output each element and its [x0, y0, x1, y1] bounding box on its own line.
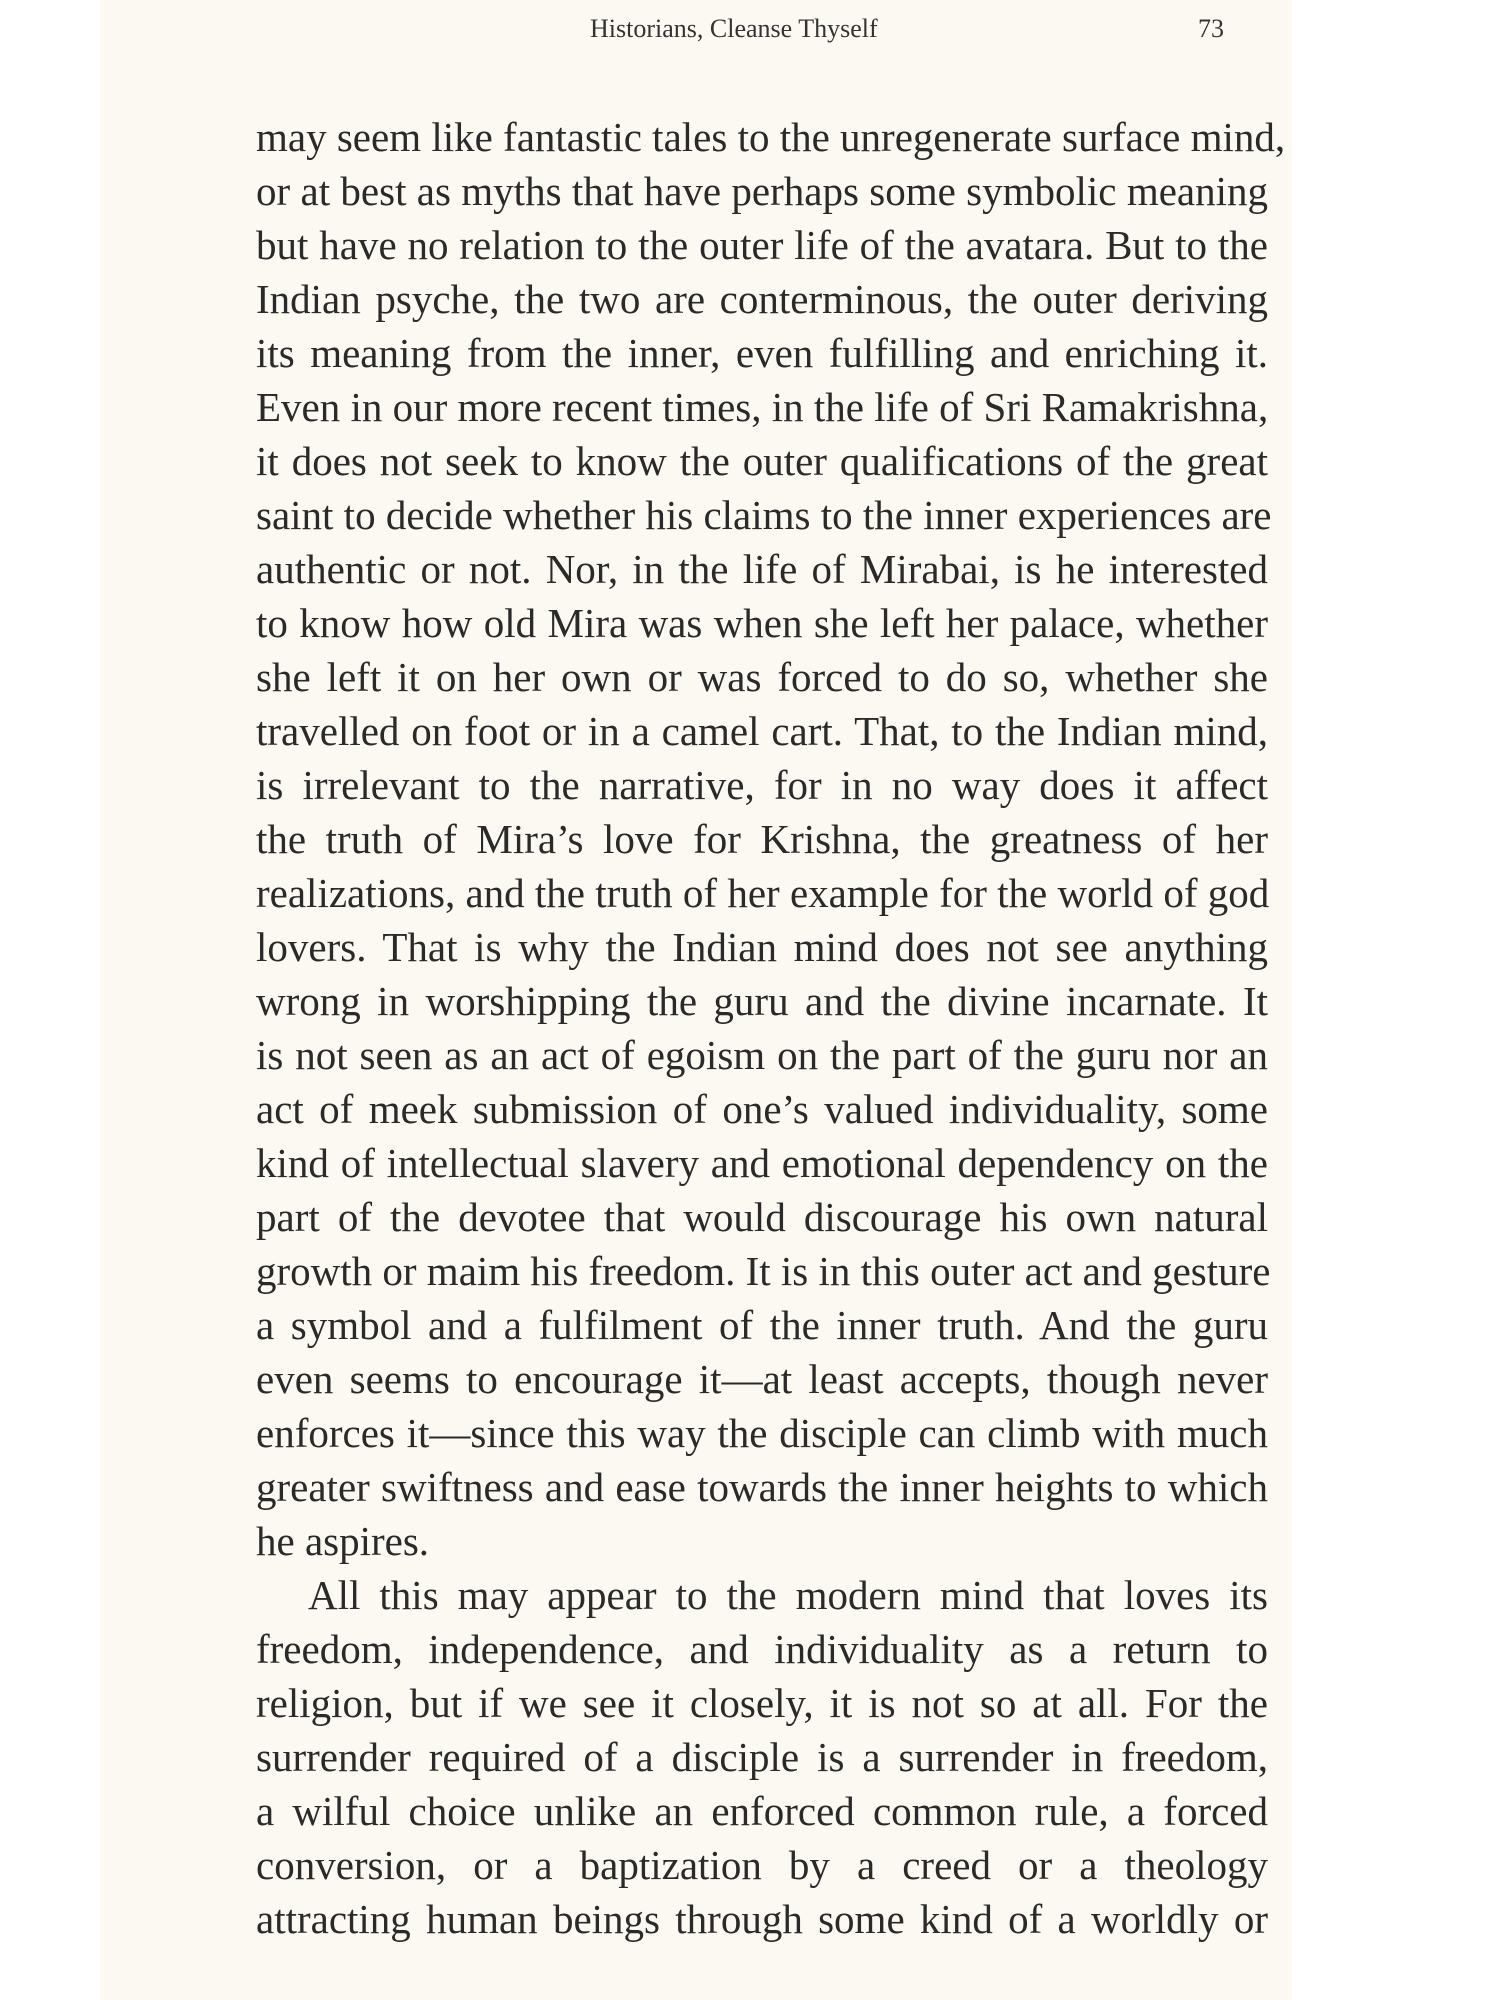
text-line: attracting human beings through some kind of a worldly or — [256, 1896, 1268, 1942]
text-line: he aspires. — [256, 1518, 430, 1564]
paragraph-2 — [256, 1568, 1268, 1946]
text-line: to know how old Mira was when she left her palace, whether — [256, 600, 1268, 646]
text-line: even seems to encourage it—at least accepts, though never — [256, 1356, 1268, 1402]
page-number: 73 — [1198, 14, 1224, 43]
text-line: growth or maim his freedom. It is in this outer act and gesture — [256, 1248, 1271, 1294]
paragraph-1 — [256, 110, 1286, 1568]
text-line: greater swiftness and ease towards the inner heights to which — [256, 1464, 1268, 1510]
text-line: realizations, and the truth of her example for the world of god — [256, 870, 1270, 916]
body-text — [256, 110, 1286, 1946]
text-line: act of meek submission of one’s valued individuality, some — [256, 1086, 1268, 1132]
text-line: kind of intellectual slavery and emotional dependency on the — [256, 1140, 1268, 1186]
text-line: is not seen as an act of egoism on the part of the guru nor an — [256, 1032, 1268, 1078]
text-line: but have no relation to the outer life of the avatara. But to the — [256, 222, 1268, 268]
text-line: a symbol and a fulfilment of the inner truth. And the guru — [256, 1302, 1268, 1348]
text-line: saint to decide whether his claims to the inner experiences are — [256, 492, 1272, 538]
text-line: a wilful choice unlike an enforced common rule, a forced — [256, 1788, 1268, 1834]
text-line: freedom, independence, and individuality as a return to — [256, 1626, 1268, 1672]
running-title: Historians, Cleanse Thyself — [590, 14, 878, 43]
text-line: she left it on her own or was forced to do so, whether she — [256, 654, 1268, 700]
text-line: All this may appear to the modern mind that loves its — [308, 1572, 1268, 1618]
text-line: surrender required of a disciple is a surrender in freedom, — [256, 1734, 1268, 1780]
text-line: it does not seek to know the outer qualifications of the great — [256, 438, 1268, 484]
text-line: is irrelevant to the narrative, for in no way does it affect — [256, 762, 1268, 808]
text-line: the truth of Mira’s love for Krishna, the greatness of her — [256, 816, 1268, 862]
text-line: wrong in worshipping the guru and the divine incarnate. It — [256, 978, 1268, 1024]
text-line: religion, but if we see it closely, it is not so at all. For the — [256, 1680, 1268, 1726]
text-line: its meaning from the inner, even fulfilling and enriching it. — [256, 330, 1268, 376]
text-line: authentic or not. Nor, in the life of Mirabai, is he interested — [256, 546, 1268, 592]
text-line: part of the devotee that would discourage his own natural — [256, 1194, 1268, 1240]
text-line: conversion, or a baptization by a creed or a theology — [256, 1842, 1268, 1888]
text-line: Even in our more recent times, in the life of Sri Ramakrishna, — [256, 384, 1269, 430]
text-line: lovers. That is why the Indian mind does not see anything — [256, 924, 1268, 970]
text-line: travelled on foot or in a camel cart. That, to the Indian mind, — [256, 708, 1268, 754]
text-line: or at best as myths that have perhaps some symbolic meaning — [256, 168, 1268, 214]
text-line: Indian psyche, the two are conterminous, the outer deriving — [256, 276, 1268, 322]
text-line: enforces it—since this way the disciple can climb with much — [256, 1410, 1268, 1456]
book-page — [100, 0, 1292, 2000]
text-line: may seem like fantastic tales to the unregenerate surface mind, — [256, 114, 1286, 160]
running-head — [100, 10, 1292, 50]
